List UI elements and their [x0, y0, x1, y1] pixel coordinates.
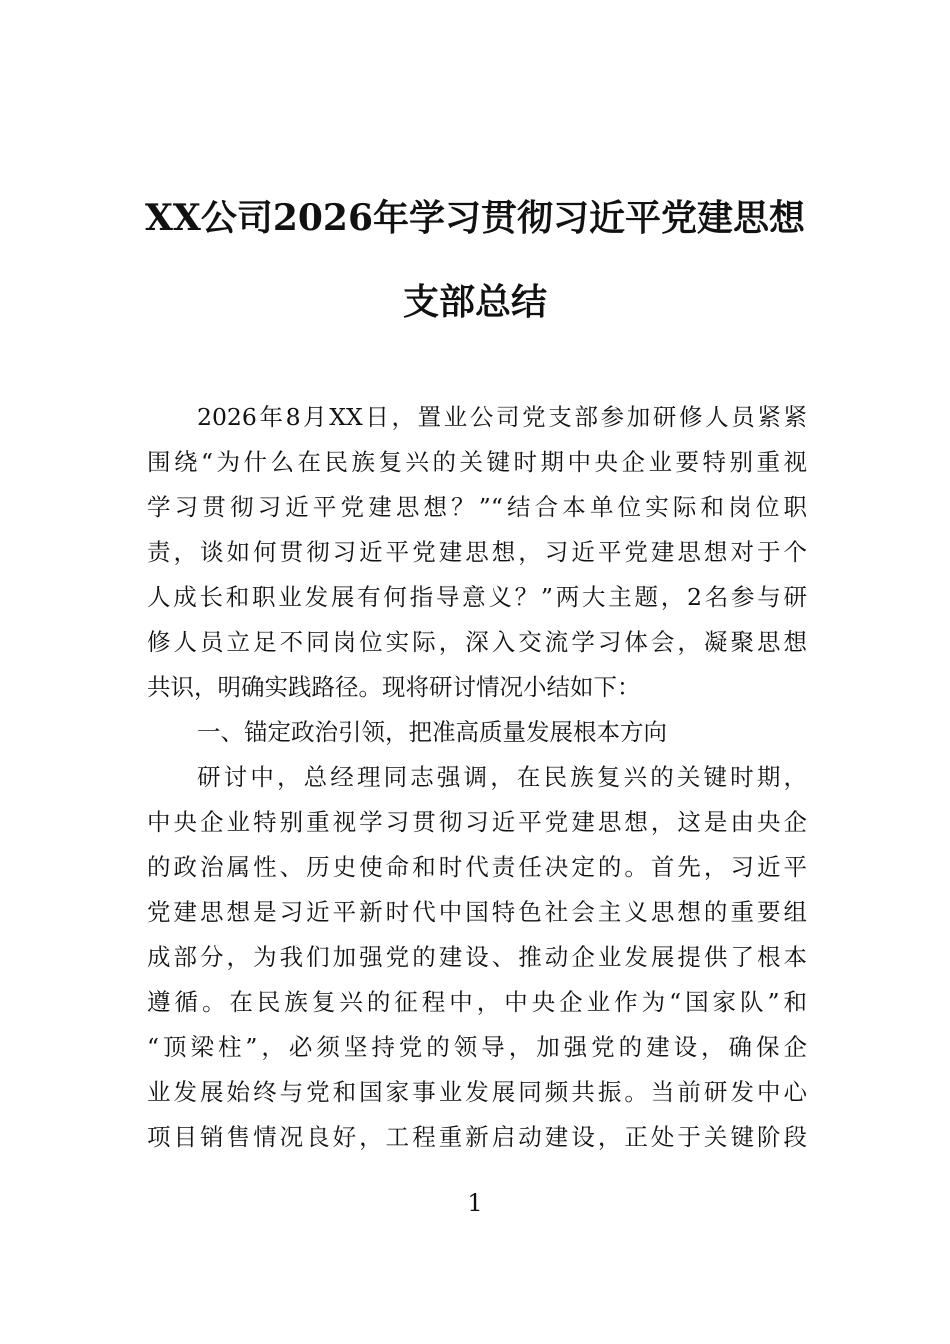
paragraph-line: “顶梁柱”，必须坚持党的领导，加强党的建设，确保企 — [147, 1033, 807, 1061]
title-line-2: 支部总结 — [402, 281, 547, 323]
paragraph-line: 修人员立足不同岗位实际，深入交流学习体会，凝聚思想 — [147, 628, 807, 656]
paragraph-line: 研讨中，总经理同志强调，在民族复兴的关键时期， — [197, 763, 807, 791]
paragraph-line: 项目销售情况良好，工程重新启动建设，正处于关键阶段 — [147, 1123, 807, 1151]
paragraph-line: 责，谈如何贯彻习近平党建思想，习近平党建思想对于个 — [147, 538, 807, 566]
document-title — [140, 176, 810, 344]
document-body — [147, 395, 807, 1160]
paragraph-line: 成部分，为我们加强党的建设、推动企业发展提供了根本 — [147, 943, 807, 971]
paragraph-line: 2026年8月XX日，置业公司党支部参加研修人员紧紧 — [197, 403, 807, 431]
paragraph-line: 中央企业特别重视学习贯彻习近平党建思想，这是由央企 — [147, 808, 807, 836]
paragraph-line: 学习贯彻习近平党建思想？”“结合本单位实际和岗位职 — [147, 493, 807, 521]
paragraph-line: 业发展始终与党和国家事业发展同频共振。当前研发中心 — [147, 1078, 807, 1106]
paragraph-2 — [147, 755, 807, 1160]
section-heading: 一、锚定政治引领，把准高质量发展根本方向 — [197, 718, 667, 746]
paragraph-line: 围绕“为什么在民族复兴的关键时期中央企业要特别重视 — [147, 448, 807, 476]
paragraph-line: 共识，明确实践路径。现将研讨情况小结如下： — [147, 673, 641, 701]
paragraph-line: 遵循。在民族复兴的征程中，中央企业作为“国家队”和 — [147, 988, 807, 1016]
paragraph-line: 人成长和职业发展有何指导意义？”两大主题，2名参与研 — [147, 583, 807, 611]
paragraph-1 — [147, 395, 807, 710]
paragraph-line: 的政治属性、历史使命和时代责任决定的。首先，习近平 — [147, 853, 807, 881]
paragraph-line: 党建思想是习近平新时代中国特色社会主义思想的重要组 — [147, 898, 807, 926]
title-line-1: XX公司2026年学习贯彻习近平党建思想 — [144, 197, 806, 239]
page-number: 1 — [467, 1189, 483, 1217]
